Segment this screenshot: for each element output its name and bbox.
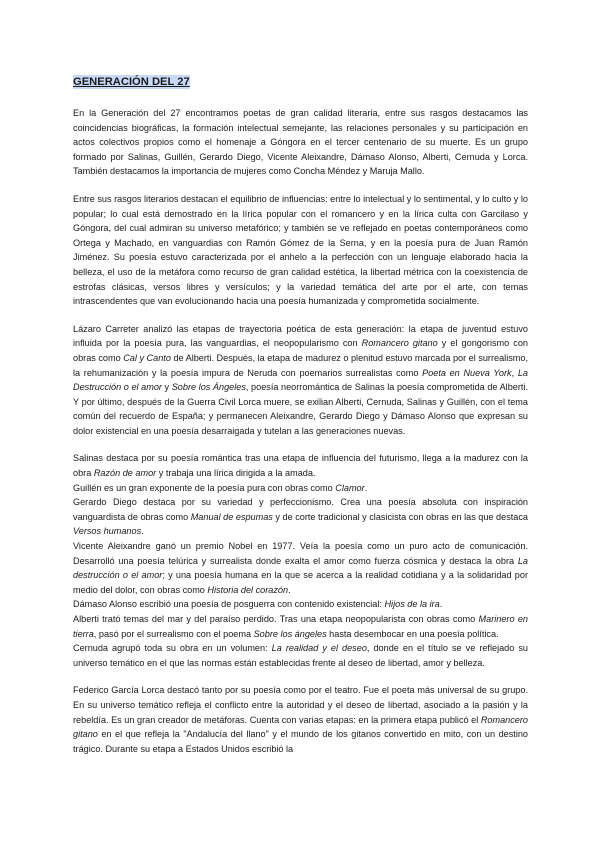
work-title: Razón de amor — [93, 468, 157, 479]
work-title: Marinero en tierra — [73, 614, 528, 639]
paragraph-gerardo-diego — [73, 495, 528, 539]
text-run: y trabaja una lírica dirigida a la amada. — [156, 468, 316, 479]
text-run: Guillén es un gran exponente de la poesía pura con obras como — [73, 482, 336, 493]
text-run: , pasó por el surrealismo con el poema — [93, 628, 254, 639]
work-title: Poeta en Nueva York — [422, 367, 512, 378]
text-run: Cernuda agrupó toda su obra en un volumen: — [73, 643, 272, 654]
paragraph-stages — [73, 322, 528, 439]
work-title: Versos humanos — [73, 526, 142, 537]
text-run: , donde en el título se ve reflejado su universo temático en el que las normas están establecidas frente al deseo de libertad, amor y belleza. — [73, 643, 528, 668]
work-title: Manual de espumas — [190, 511, 273, 522]
work-title: Cal y Canto — [123, 352, 171, 363]
text-run: Lázaro Carreter analizó las etapas de trayectoria poética de esta generación: la etapa de juventud estuvo influida por la poesía pura, las vanguardias, el neopopularismo con — [73, 323, 528, 349]
document-title: GENERACIÓN DEL 27 — [73, 76, 190, 88]
text-run: Salinas destaca por su poesía romántica tras una etapa de influencia del futurismo, llega a la madurez con la obra — [73, 453, 528, 479]
work-title: Sobre los Ángeles — [171, 382, 246, 393]
text-run: . — [141, 526, 144, 537]
work-title: Romancero gitano — [361, 338, 438, 349]
paragraph-aleixandre — [73, 539, 528, 597]
paragraph-intro: En la Generación del 27 encontramos poetas de gran calidad literaria, entre sus rasgos destacamos las coincidencias biográficas, la formación intelectual semejante, las relaciones personales y su participación en actos colectivos propios como el homenaje a Góngora en el tercer centenario de su muerte. Es un grupo formado por Salinas, Guillén, Gerardo Diego, Vicente Aleixandre, Dámaso Alonso, Alberti, Cernuda y Lorca. También destacamos la importancia de mujeres como Concha Méndez y Maruja Mallo. — [73, 108, 528, 177]
paragraph-lorca — [73, 683, 528, 756]
paragraph-cernuda — [73, 641, 528, 670]
paragraph-alberti — [73, 612, 528, 641]
text-run: y el gongorismo con obras como — [73, 338, 528, 363]
work-title: Clamor — [335, 482, 365, 493]
work-title: La realidad y el deseo — [271, 643, 367, 654]
text-run: Dámaso Alonso escribió una poesía de posguerra con contenido existencial: — [73, 599, 385, 610]
paragraph-guillen — [73, 481, 528, 496]
text-run: Gerardo Diego destaca por su variedad y perfeccionismo. Crea una poesía absoluta con inspiración vanguardista de obras como — [73, 497, 528, 522]
work-title: Romancero gitano — [73, 714, 528, 740]
text-run: . — [364, 482, 368, 493]
text-run: en el que refleja la "Andalucía del llano" y el mundo de los gitanos convertido en mito, con un destino trágico. Durante su etapa a Estados Unidos escribió la — [73, 729, 528, 754]
work-title: La destrucción o el amor — [73, 555, 528, 581]
work-title: Hijos de la ira — [384, 599, 440, 610]
work-title: Sobre los ángeles — [253, 628, 327, 639]
text-run: de Alberti. Después, la etapa de madurez o plenitud estuvo marcada por el surrealismo, la rehumanización y la poesía impura de Neruda con poemarios surrealistas como — [73, 352, 528, 378]
text-run: , — [511, 367, 518, 378]
paragraph-literary-traits: Entre sus rasgos literarios destacan el equilibrio de influencias: entre lo intelectual y lo sentimental, y lo culto y lo popular; lo cual está demostrado en la lírica popular con el romancero y en la lírica culta con Garcilaso y Góngora, del cual admiran su universo metafórico; y también se ve reflejado en poetas contemporáneos como Ortega y Machado, en vanguardias con Ramón Gómez de la Serna, y en la poesía pura de Juan Ramón Jiménez. Su poesía estuvo caracterizada por el anhelo a la perfección con un lenguaje elaborado hacia la belleza, el uso de la metáfora como recurso de gran calidad estética, la libertad métrica con la coexistencia de estrofas clásicas, versos libres y versículos; y la variedad temática del arte por el arte, con temas intrascendentes que van evolucionando hacia una poesía humanizada y comprometida socialmente. — [73, 193, 528, 307]
work-title: La Destrucción o el amor — [73, 367, 528, 393]
text-run: , poesía neorromántica de Salinas la poesía comprometida de Alberti. Y por último, después de la Guerra Civil Lorca muere, se exilian Alberti, Cernuda, Salinas y Guillén, con el tema común del recuerdo de España; y permanecen Aleixandre, Gerardo Diego y Dámaso Alonso que expresan su dolor existencial en una poesía desarraigada y tutelan a las generaciones nuevas. — [73, 382, 528, 436]
text-run: Vicente Aleixandre ganó un premio Nobel en 1977. Veía la poesía como un puro acto de comunicación. Desarrolló una poesía telúrica y surrealista donde exalta el amor como fuerza cósmica y destaca la obra — [73, 541, 528, 566]
text-run: . — [439, 599, 443, 610]
text-run: Alberti trató temas del mar y del paraíso perdido. Tras una etapa neopopularista con obras como — [73, 614, 479, 624]
work-title: Historia del corazón — [207, 584, 289, 595]
text-run: Federico García Lorca destacó tanto por su poesía como por el teatro. Fue el poeta más universal de su grupo. En su universo temático refleja el conflicto entre la autoridad y el deseo de libertad, asociado a la pasión y la rebeldía. Es un gran creador de metáforas. Cuenta con varias etapas: en la primera etapa publicó el — [73, 685, 528, 725]
paragraph-damaso-alonso — [73, 597, 528, 612]
text-run: y de corte tradicional y clasicista con obras en las que destaca — [272, 511, 529, 522]
text-run: y — [161, 382, 172, 393]
text-run: ; y una poesía humana en la que se acerca a la realidad cotidiana y a la solidaridad por medio del dolor, con obras como — [73, 570, 528, 595]
paragraph-salinas — [73, 451, 528, 480]
text-run: . — [288, 584, 291, 595]
text-run: hasta desembocar en una poesía política. — [326, 628, 499, 639]
